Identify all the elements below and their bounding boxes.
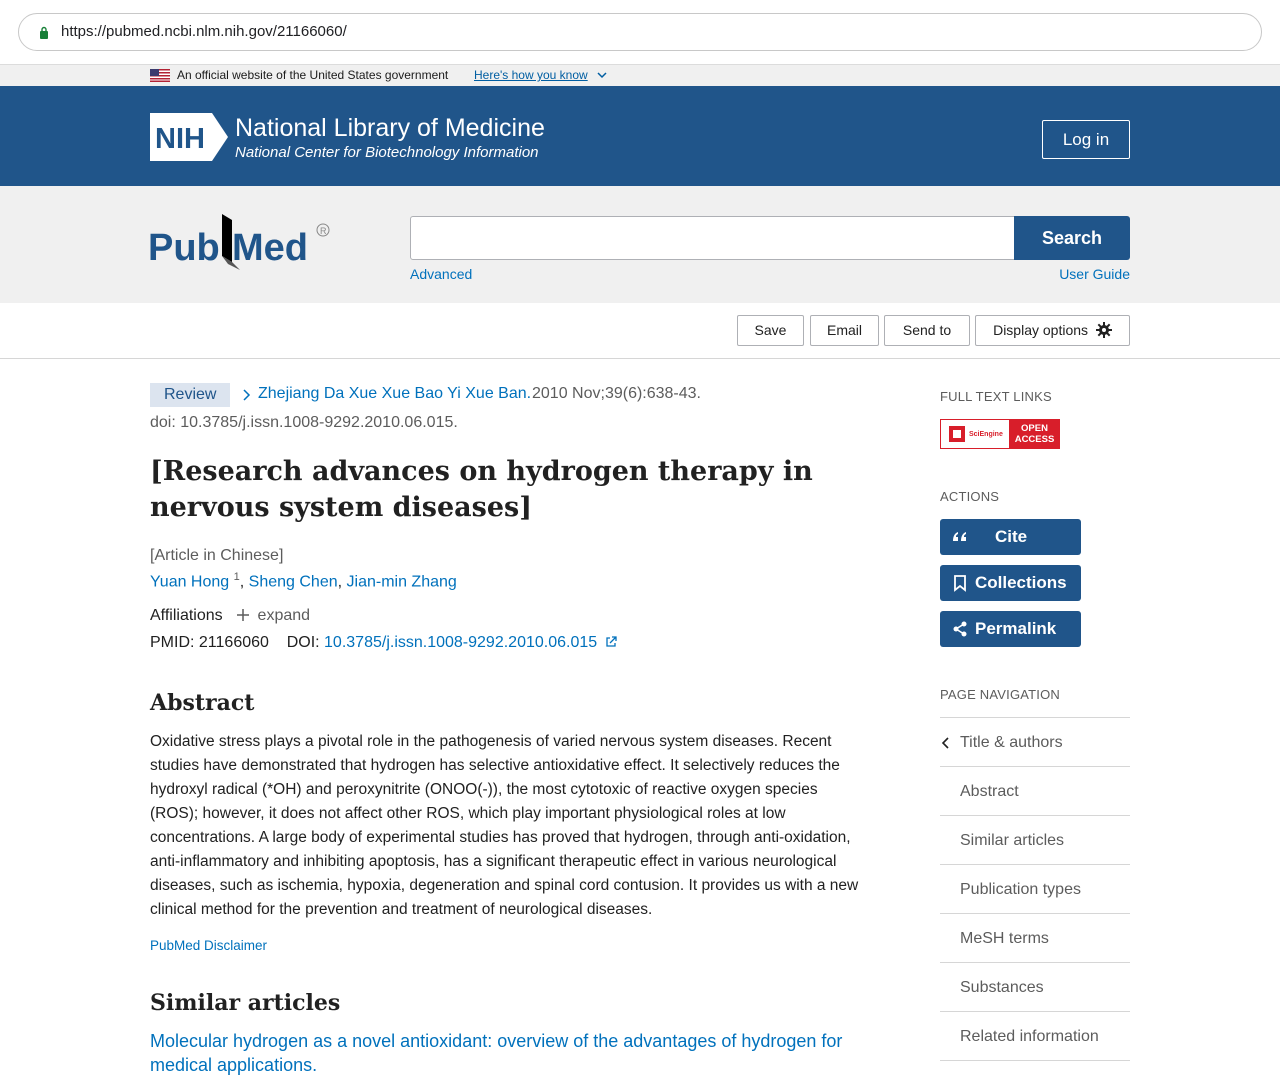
gov-banner-text: An official website of the United States government (177, 68, 449, 82)
url-text: https://pubmed.ncbi.nlm.nih.gov/21166060/ (61, 23, 347, 40)
publication-type-badge: Review (150, 383, 230, 407)
article-language: [Article in Chinese] (150, 547, 284, 564)
nih-logo[interactable] (150, 113, 228, 161)
browser-chrome (0, 0, 1280, 64)
nav-item-substances[interactable]: Substances (940, 963, 1130, 1012)
affiliation-ref[interactable]: 1 (233, 571, 240, 583)
permalink-label: Permalink (975, 619, 1057, 638)
gear-icon (1096, 322, 1112, 338)
page-navigation-heading: PAGE NAVIGATION (940, 687, 1061, 702)
gov-banner (0, 64, 1280, 86)
nav-item-mesh-terms[interactable]: MeSH terms (940, 914, 1130, 963)
plus-icon (237, 609, 249, 621)
cite-label: Cite (995, 527, 1028, 546)
search-button[interactable]: Search (1014, 216, 1130, 260)
author-link[interactable]: Yuan Hong (150, 573, 230, 591)
doi-link[interactable]: 10.3785/j.issn.1008-9292.2010.06.015 (324, 634, 598, 651)
nav-item-similar-articles[interactable]: Similar articles (940, 816, 1130, 865)
abstract-text: Oxidative stress plays a pivotal role in the pathogenesis of varied nervous system diseases. Recent studies have demonstrated that hydrogen has selective antioxidative effect. It selectively reduces the hydroxyl radical (*OH) and peroxynitrite (ONOO(-)), the most cytotoxic of reactive oxygen species (ROS); however, it does not affect other ROS, which play important physiological roles at low concentrations. A large body of experimental studies has proved that hydrogen, through anti-oxidation, anti-inflammatory and inhibiting apoptosis, has a significant therapeutic effect in various neurological diseases, such as ischemia, hypoxia, degeneration and spinal cord contusion. It provides us with a new clinical method for the prevention and treatment of neurological diseases. (150, 733, 859, 918)
sciengine-logo (943, 422, 1009, 446)
pmid-label: PMID: (150, 634, 195, 651)
doi-label: DOI: (286, 634, 320, 651)
full-text-links-heading: FULL TEXT LINKS (940, 389, 1052, 404)
chevron-down-icon[interactable] (597, 71, 607, 79)
collections-label: Collections (975, 573, 1067, 592)
citation-details: 2010 Nov;39(6):638-43. (532, 385, 701, 402)
pmid-value: 21166060 (198, 634, 269, 651)
display-options-button[interactable] (975, 315, 1130, 346)
identifiers-row (150, 634, 617, 652)
nav-item-related-information[interactable]: Related information (940, 1012, 1130, 1061)
search-input[interactable] (410, 216, 1016, 260)
article-toolbar (0, 303, 1280, 359)
pubmed-disclaimer-link[interactable]: PubMed Disclaimer (150, 938, 268, 953)
collections-button[interactable] (940, 565, 1081, 601)
chevron-left-icon (942, 737, 950, 749)
svg-text:Med: Med (232, 227, 308, 269)
quote-icon (952, 529, 968, 545)
address-bar[interactable] (18, 13, 1262, 51)
user-guide-link[interactable]: User Guide (1059, 266, 1130, 282)
us-flag-icon (150, 69, 170, 82)
nav-item-publication-types[interactable]: Publication types (940, 865, 1130, 914)
article-title: [Research advances on hydrogen therapy in nervous system diseases] (150, 456, 813, 523)
author-link[interactable]: Sheng Chen (248, 573, 338, 591)
share-icon (952, 621, 968, 637)
page-navigation-list (940, 717, 1130, 1061)
author-link[interactable]: Jian-min Zhang (346, 573, 457, 591)
actions-heading: ACTIONS (940, 489, 1000, 504)
send-to-button[interactable]: Send to (884, 315, 970, 346)
advanced-search-link[interactable]: Advanced (410, 266, 473, 282)
login-button[interactable]: Log in (1042, 120, 1130, 159)
affiliations-row[interactable] (150, 607, 310, 625)
affiliations-label: Affiliations (150, 607, 223, 624)
sciengine-open-access-link[interactable] (940, 419, 1060, 449)
cite-button[interactable] (940, 519, 1081, 555)
search-band (0, 186, 1280, 303)
display-options-label: Display options (993, 322, 1089, 338)
similar-articles-heading: Similar articles (150, 990, 341, 1016)
permalink-button[interactable] (940, 611, 1081, 647)
open-access-label: OPEN ACCESS (1009, 420, 1060, 448)
nlm-subtitle: National Center for Biotechnology Information (235, 144, 539, 161)
citation-doi: doi: 10.3785/j.issn.1008-9292.2010.06.015. (150, 414, 458, 431)
bookmark-icon (952, 575, 968, 591)
nlm-title[interactable]: National Library of Medicine (235, 114, 545, 142)
author-list: Yuan Hong $^1$, Sheng Chen, Jian-min Zhang (150, 571, 457, 591)
email-button[interactable]: Email (810, 315, 879, 346)
svg-text:Pub: Pub (148, 227, 220, 269)
nih-logo-text: NIH (155, 123, 205, 155)
nav-item-title-authors[interactable]: Title & authors (940, 718, 1130, 767)
chevron-right-icon[interactable] (242, 389, 250, 401)
nlm-header (0, 86, 1280, 186)
expand-affiliations-button[interactable]: expand (257, 607, 311, 624)
journal-link[interactable]: Zhejiang Da Xue Xue Bao Yi Xue Ban. (258, 385, 532, 402)
svg-text:R: R (320, 226, 327, 236)
how-you-know-link[interactable]: Here's how you know (474, 68, 588, 82)
abstract-heading: Abstract (150, 690, 255, 716)
pubmed-logo[interactable] (148, 210, 334, 274)
external-link-icon (605, 636, 617, 648)
nav-item-abstract[interactable]: Abstract (940, 767, 1130, 816)
sciengine-logo-text: SciEngine (969, 431, 1003, 438)
save-button[interactable]: Save (737, 315, 804, 346)
lock-icon (39, 26, 49, 39)
similar-article-link[interactable]: Molecular hydrogen as a novel antioxidant: overview of the advantages of hydrogen for medical applications. (150, 1031, 843, 1075)
